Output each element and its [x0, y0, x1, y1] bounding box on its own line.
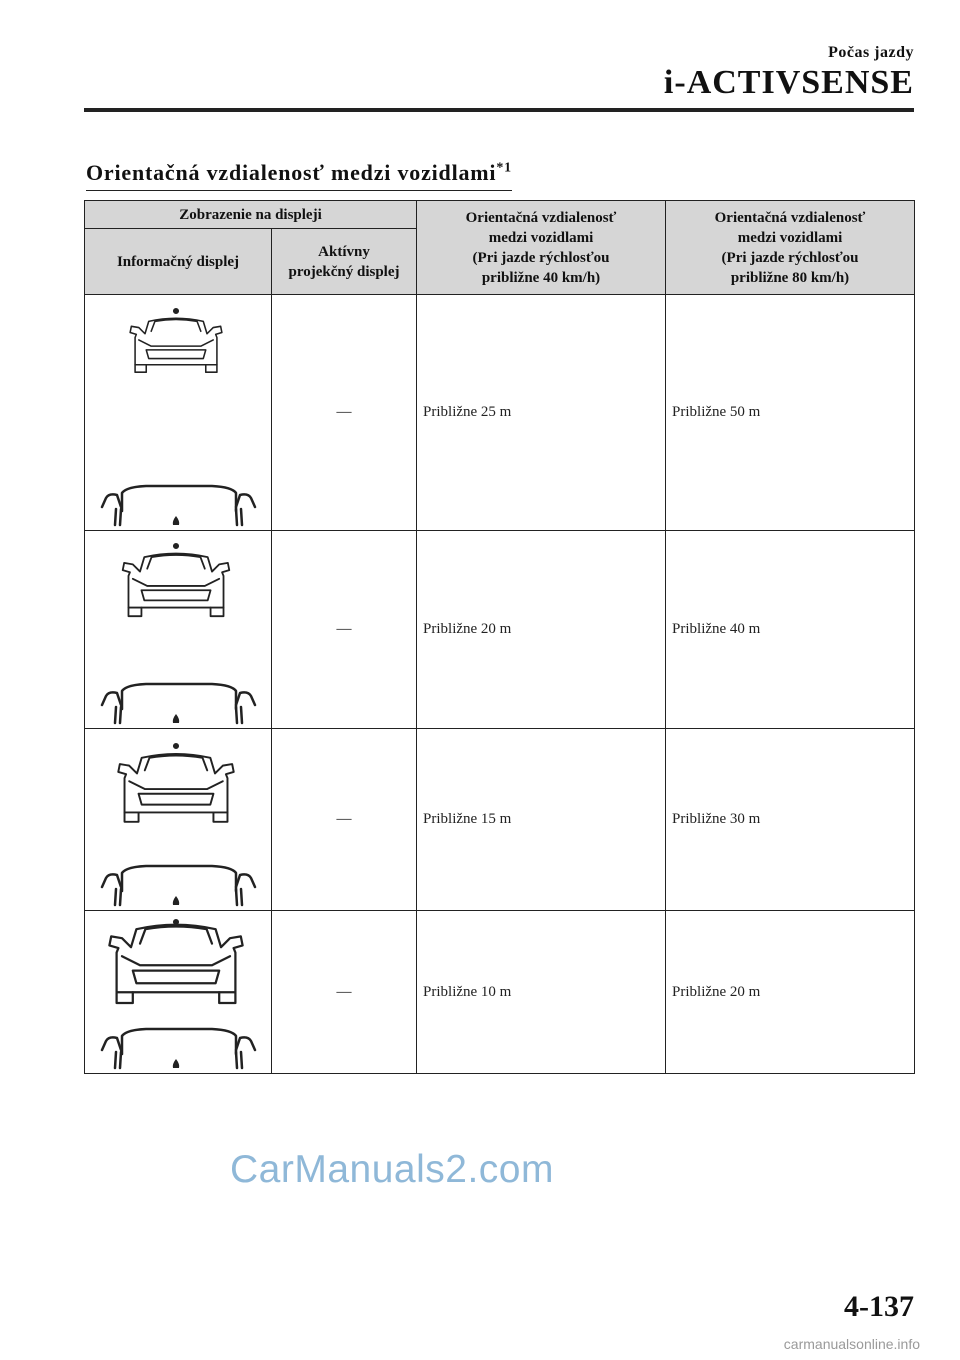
distance-40-value: Približne 25 m	[417, 295, 666, 531]
header-info-display: Informačný displej	[85, 229, 272, 295]
info-display-illustration	[85, 729, 272, 911]
header-distance-80-line: medzi vozidlami	[737, 229, 843, 246]
page-number: 4-137	[844, 1290, 914, 1323]
car-distance-icon	[86, 533, 271, 727]
subsection-title-text: Orientačná vzdialenosť medzi vozidlami	[86, 160, 497, 185]
section-heading: i-ACTIVSENSE	[663, 64, 914, 101]
header-distance-40-line: medzi vozidlami	[488, 229, 594, 246]
header-distance-80-line: približne 80 km/h)	[730, 269, 850, 286]
header-distance-80-line: Orientačná vzdialenosť	[714, 209, 866, 226]
header-active-projection-line: Aktívny	[318, 243, 370, 260]
table-row	[85, 729, 915, 911]
info-display-illustration	[85, 295, 272, 531]
header-distance-80-line: (Pri jazde rýchlosťou	[721, 249, 859, 266]
projection-value: —	[272, 295, 417, 531]
distance-40-value: Približne 20 m	[417, 531, 666, 729]
distance-80-value: Približne 40 m	[666, 531, 915, 729]
distance-80-value: Približne 20 m	[666, 911, 915, 1074]
distance-40-value: Približne 15 m	[417, 729, 666, 911]
subsection-title	[86, 160, 512, 191]
car-distance-icon	[86, 731, 271, 909]
header-distance-80	[666, 201, 915, 295]
footnote-marker: *1	[496, 160, 512, 176]
header-distance-40-line: približne 40 km/h)	[481, 269, 601, 286]
header-active-projection	[272, 229, 417, 295]
info-display-illustration	[85, 531, 272, 729]
projection-value: —	[272, 911, 417, 1074]
header-divider	[84, 108, 914, 112]
projection-value: —	[272, 531, 417, 729]
distance-40-value: Približne 10 m	[417, 911, 666, 1074]
info-display-illustration	[85, 911, 272, 1074]
table-row	[85, 295, 915, 531]
table-row	[85, 531, 915, 729]
header-distance-40	[417, 201, 666, 295]
projection-value: —	[272, 729, 417, 911]
header-display-group: Zobrazenie na displeji	[85, 201, 417, 229]
distance-80-value: Približne 50 m	[666, 295, 915, 531]
header-distance-40-line: Orientačná vzdialenosť	[465, 209, 617, 226]
watermark-link[interactable]: CarManuals2.com	[230, 1148, 554, 1191]
car-distance-icon	[86, 913, 271, 1072]
footer-site-link[interactable]: carmanualsonline.info	[783, 1336, 920, 1352]
car-distance-icon	[86, 297, 271, 529]
distance-80-value: Približne 30 m	[666, 729, 915, 911]
table-row	[85, 911, 915, 1074]
header-distance-40-line: (Pri jazde rýchlosťou	[472, 249, 610, 266]
chapter-title: Počas jazdy	[828, 44, 914, 61]
header-active-projection-line: projekčný displej	[288, 263, 400, 280]
distance-table	[84, 200, 915, 1074]
